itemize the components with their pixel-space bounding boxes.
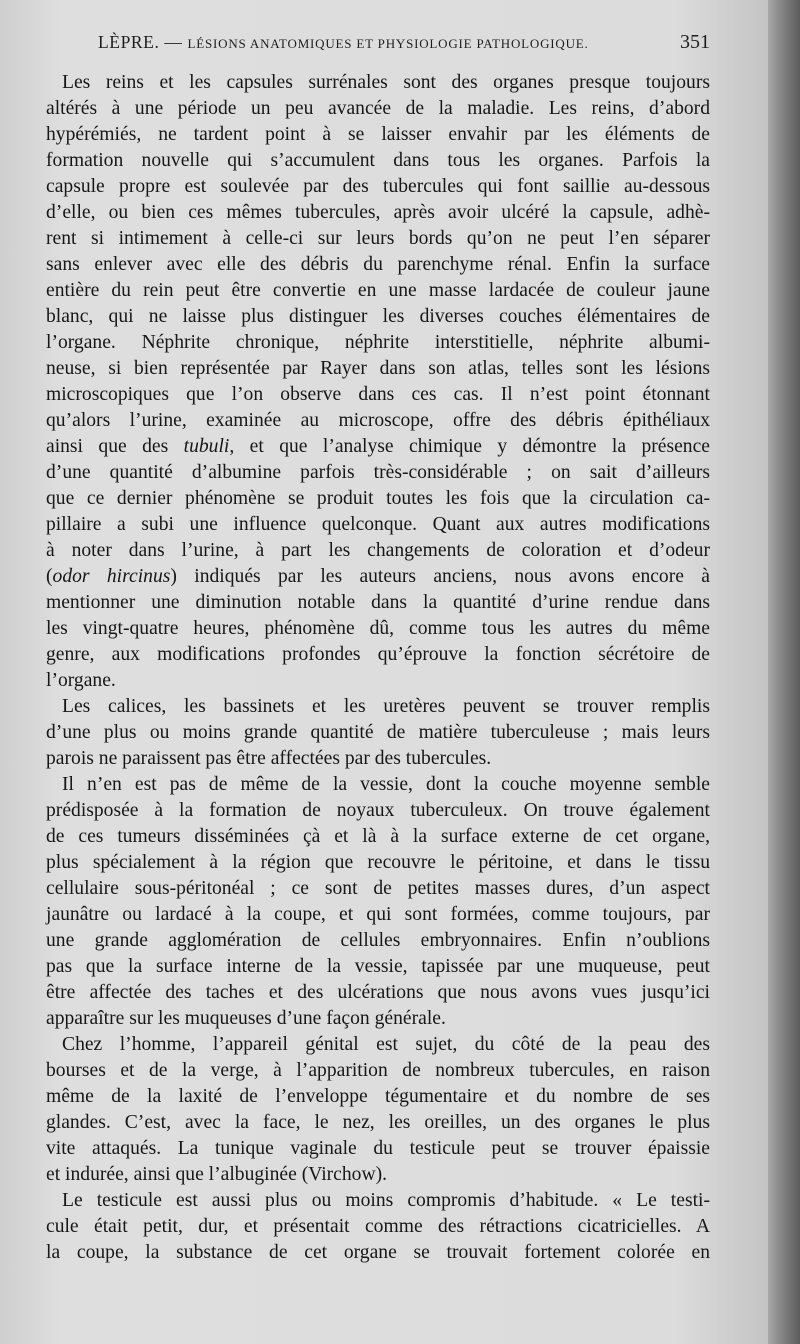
- text-line: plus spécialement à la région que recouvre le péritoine, et dans le tissu: [46, 852, 710, 873]
- text-line: blanc, qui ne laisse plus distinguer les diverses couches élémentaires de: [46, 306, 710, 327]
- text-line: prédisposée à la formation de noyaux tuberculeux. On trouve également: [46, 800, 710, 821]
- text-line: de ces tumeurs disséminées çà et là à la surface externe de cet organe,: [46, 826, 710, 847]
- text-line: formation nouvelle qui s’accumulent dans tous les organes. Parfois la: [46, 150, 710, 171]
- text-line: rent si intimement à celle-ci sur leurs bords qu’on ne peut l’en séparer: [46, 228, 710, 249]
- text-line: mentionner une diminution notable dans la quantité d’urine rendue dans: [46, 592, 710, 613]
- text-line: apparaître sur les muqueuses d’une façon générale.: [46, 1008, 446, 1029]
- paragraph: [46, 1188, 710, 1266]
- text-line: d’une quantité d’albumine parfois très-considérable ; on sait d’ailleurs: [46, 462, 710, 483]
- text-line: altérés à une période un peu avancée de la maladie. Les reins, d’abord: [46, 98, 710, 119]
- text-line: Il n’en est pas de même de la vessie, dont la couche moyenne semble: [62, 774, 710, 795]
- page-number: 351: [680, 31, 710, 53]
- text-line: et indurée, ainsi que l’albuginée (Virchow).: [46, 1164, 388, 1185]
- paragraph: [46, 1032, 710, 1188]
- text-line: capsule propre est soulevée par des tubercules qui font saillie au-dessous: [46, 176, 710, 197]
- text-line: jaunâtre ou lardacé à la coupe, et qui sont formées, comme toujours, par: [46, 904, 710, 925]
- text-line: être affectée des taches et des ulcérations que nous avons vues jusqu’ici: [46, 982, 710, 1003]
- text-line: même de la laxité de l’enveloppe tégumentaire et du nombre de ses: [46, 1086, 710, 1107]
- running-head-section: LÉSIONS ANATOMIQUES ET PHYSIOLOGIE PATHOLOGIQUE.: [187, 36, 589, 51]
- text-line: Les calices, les bassinets et les uretères peuvent se trouver remplis: [62, 696, 710, 717]
- text-line: une grande agglomération de cellules embryonnaires. Enfin n’oublions: [46, 930, 710, 951]
- text-line: à noter dans l’urine, à part les changements de coloration et d’odeur: [46, 540, 710, 561]
- text-line: que ce dernier phénomène se produit toutes les fois que la circulation ca-: [46, 488, 710, 509]
- text-line: neuse, si bien représentée par Rayer dans son atlas, telles sont les lésions: [46, 358, 710, 379]
- text-line: (odor hircinus) indiqués par les auteurs anciens, nous avons encore à: [46, 566, 710, 587]
- text-line: l’organe. Néphrite chronique, néphrite interstitielle, néphrite albumi-: [46, 332, 710, 353]
- text-line: les vingt-quatre heures, phénomène dû, comme tous les autres du même: [46, 618, 710, 639]
- text-line: vite attaqués. La tunique vaginale du testicule peut se trouver épaissie: [46, 1138, 710, 1159]
- text-line: microscopiques que l’on observe dans ces cas. Il n’est point étonnant: [46, 384, 710, 405]
- paragraph: [46, 70, 710, 694]
- text-line: Les reins et les capsules surrénales sont des organes presque toujours: [62, 72, 710, 93]
- text-line: ainsi que des tubuli, et que l’analyse chimique y démontre la présence: [46, 436, 710, 457]
- text-line: entière du rein peut être convertie en une masse lardacée de couleur jaune: [46, 280, 710, 301]
- text-line: hypérémiés, ne tardent point à se laisser envahir par les éléments de: [46, 124, 710, 145]
- body-text: [46, 70, 710, 1266]
- page-header: [98, 32, 710, 62]
- text-line: parois ne paraissent pas être affectées par des tubercules.: [46, 748, 492, 769]
- text-line: bourses et de la verge, à l’apparition de nombreux tubercules, en raison: [46, 1060, 710, 1081]
- text-line: glandes. C’est, avec la face, le nez, les oreilles, un des organes le plus: [46, 1112, 710, 1133]
- running-head: [98, 32, 589, 53]
- paragraph: [46, 694, 710, 772]
- text-line: genre, aux modifications profondes qu’éprouve la fonction sécrétoire de: [46, 644, 710, 665]
- text-line: la coupe, la substance de cet organe se trouvait fortement colorée en: [46, 1242, 710, 1263]
- page-edge-shadow: [768, 0, 800, 1344]
- text-line: pillaire a subi une influence quelconque. Quant aux autres modifications: [46, 514, 710, 535]
- text-line: sans enlever avec elle des débris du parenchyme rénal. Enfin la surface: [46, 254, 710, 275]
- text-line: l’organe.: [46, 670, 116, 691]
- text-line: pas que la surface interne de la vessie, tapissée par une muqueuse, peut: [46, 956, 710, 977]
- text-line: qu’alors l’urine, examinée au microscope, offre des débris épithéliaux: [46, 410, 710, 431]
- text-line: Chez l’homme, l’appareil génital est sujet, du côté de la peau des: [62, 1034, 710, 1055]
- running-head-title: LÈPRE. —: [98, 32, 188, 52]
- text-line: d’elle, ou bien ces mêmes tubercules, après avoir ulcéré la capsule, adhè-: [46, 202, 710, 223]
- text-line: cellulaire sous-péritonéal ; ce sont de petites masses dures, d’un aspect: [46, 878, 710, 899]
- paragraph: [46, 772, 710, 1032]
- text-line: d’une plus ou moins grande quantité de matière tuberculeuse ; mais leurs: [46, 722, 710, 743]
- text-line: Le testicule est aussi plus ou moins compromis d’habitude. « Le testi-: [62, 1190, 710, 1211]
- text-line: cule était petit, dur, et présentait comme des rétractions cicatricielles. A: [46, 1216, 710, 1237]
